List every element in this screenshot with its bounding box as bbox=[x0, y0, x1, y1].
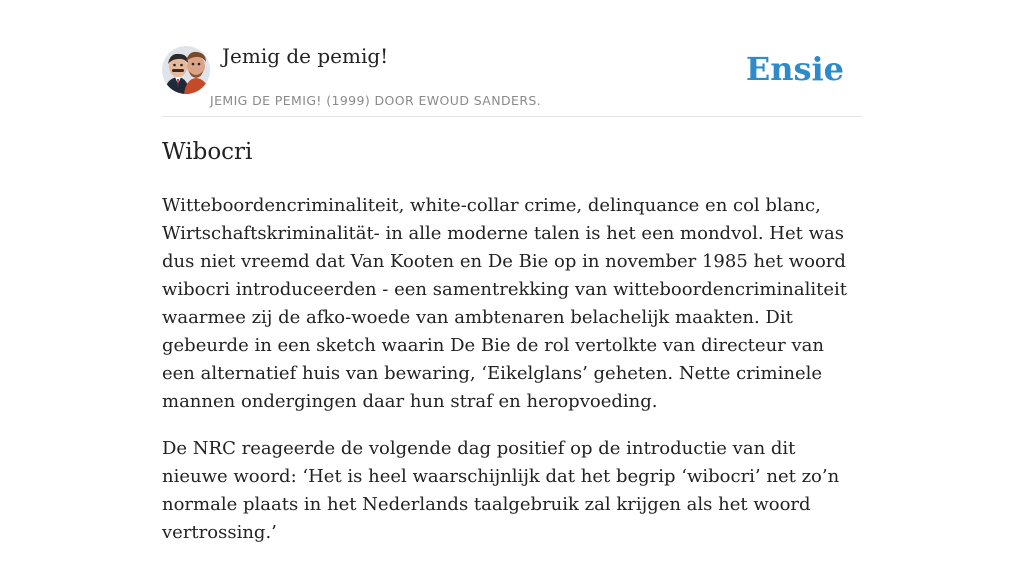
book-header bbox=[162, 0, 862, 117]
entry-title: Wibocri bbox=[162, 139, 253, 165]
entry-paragraph: Witteboordencriminaliteit, white-collar crime, delinquance en col blanc, Wirtschaftskriminalität- in alle moderne talen is het een mondvol. Het was dus niet vreemd dat Van Kooten en De Bie op in november 1985 het woord wibocri introduceerden - een samentrekking van witteboordencriminaliteit waarmee zij de afko-woede van ambtenaren belachelijk maakten. Dit gebeurde in een sketch waarin De Bie de rol vertolkte van directeur van een alternatief huis van bewaring, ‘Eikelglans’ geheten. Nette criminele mannen ondergingen daar hun straf en heropvoeding. bbox=[162, 195, 847, 412]
book-cover-avatar-icon bbox=[162, 46, 210, 94]
book-title[interactable]: Jemig de pemig! bbox=[222, 44, 389, 68]
book-avatar[interactable] bbox=[162, 46, 210, 94]
page bbox=[162, 0, 862, 543]
entry-body bbox=[162, 192, 862, 566]
ensie-logo[interactable]: Ensie bbox=[745, 50, 844, 88]
entry-paragraph: De NRC reageerde de volgende dag positief op de introductie van dit nieuwe woord: ‘Het is heel waarschijnlijk dat het begrip ‘wibocri’ net zo’n normale plaats in het Nederlands taalgebruik zal krijgen als het woord vertrossing.’ bbox=[162, 438, 840, 543]
book-byline: JEMIG DE PEMIG! (1999) DOOR EWOUD SANDERS. bbox=[210, 93, 542, 108]
